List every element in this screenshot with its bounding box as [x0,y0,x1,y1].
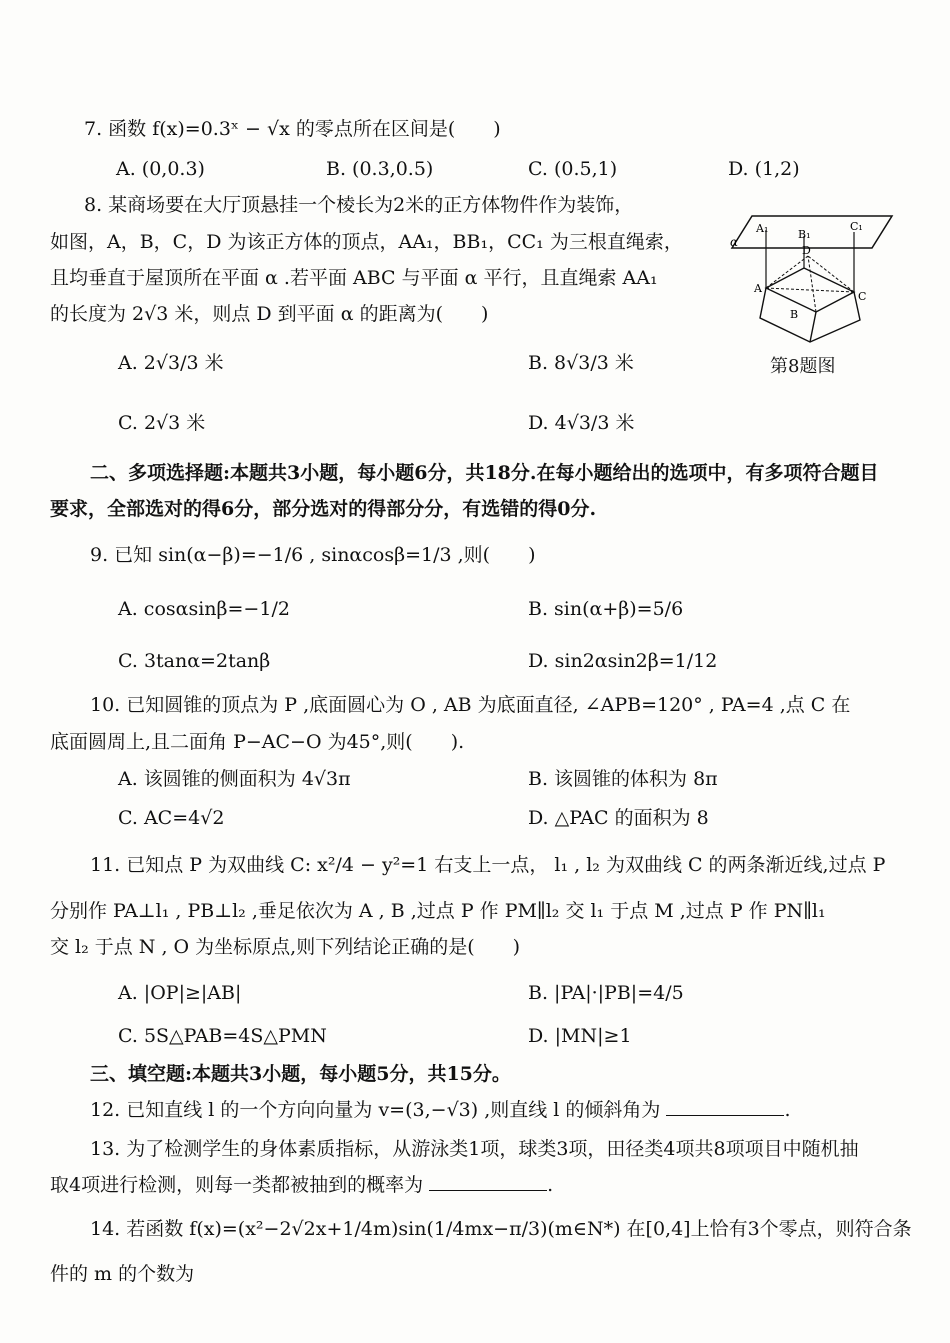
section2-line-1: 二、多项选择题:本题共3小题，每小题6分，共18分.在每小题给出的选项中，有多项符合题目 [90,462,879,484]
q12-text: 12. 已知直线 l 的一个方向向量为 v=(3,−√3) ,则直线 l 的倾斜角为 [90,1099,661,1121]
q7-option-a: A. (0,0.3) [116,158,205,180]
q12-line [90,1097,791,1123]
q8-option-c: C. 2√3 米 [118,412,206,434]
cube-edge-front [810,312,816,342]
q13-line-2 [50,1172,553,1198]
q11-option-c: C. 5S△PAB=4S△PMN [118,1025,327,1047]
q8-line-3: 且均垂直于屋顶所在平面 α .若平面 ABC 与平面 α 平行，且直绳索 AA₁ [50,267,658,289]
label-a1: A₁ [756,222,769,235]
q7-option-c: C. (0.5,1) [528,158,618,180]
q7-stem-text: 7. 函数 f(x)=0.3ˣ − √x 的零点所在区间是( ) [84,118,501,140]
q9-option-c: C. 3tanα=2tanβ [118,650,271,672]
section2-line-2: 要求，全部选对的得6分，部分选对的得部分分，有选错的得0分. [50,498,597,520]
q10-line-1: 10. 已知圆锥的顶点为 P ,底面圆心为 O , AB 为底面直径, ∠APB=120° , PA=4 ,点 C 在 [90,694,851,716]
q8-option-d: D. 4√3/3 米 [528,412,635,434]
q9-option-d: D. sin2αsin2β=1/12 [528,650,718,672]
q10-line-2: 底面圆周上,且二面角 P−AC−O 为45°,则( ). [50,731,465,753]
q7-stem [84,116,501,142]
q7-option-d: D. (1,2) [728,158,800,180]
q8-option-a: A. 2√3/3 米 [118,352,224,374]
cube-top-face [766,268,854,312]
label-b: B [790,308,799,321]
diag-ac [766,288,854,292]
label-b1: B₁ [798,228,811,241]
q11-option-a: A. |OP|≥|AB| [118,982,242,1004]
figure-caption: 第8题图 [770,356,836,377]
edge-ad [766,256,808,288]
q10-option-b: B. 该圆锥的体积为 8π [528,768,718,790]
q12-answer-blank[interactable] [666,1097,784,1116]
q13-answer-blank[interactable] [429,1172,547,1191]
q9-option-b: B. sin(α+β)=5/6 [528,598,684,620]
q7-option-b: B. (0.3,0.5) [326,158,434,180]
label-c1: C₁ [850,220,863,233]
q13-text: 取4项进行检测，则每一类都被抽到的概率为 [50,1174,424,1196]
label-alpha: α [730,235,739,249]
q10-option-a: A. 该圆锥的侧面积为 4√3π [118,768,351,790]
q11-option-b: B. |PA|·|PB|=4/5 [528,982,684,1004]
q14-line-1: 14. 若函数 f(x)=(x²−2√2x+1/4m)sin(1/4mx−π/3)(m∈N*) 在[0,4]上恰有3个零点，则符合条 [90,1218,912,1240]
q8-option-b: B. 8√3/3 米 [528,352,634,374]
q14-line-2: 件的 m 的个数为 [50,1263,195,1285]
cube-figure [722,208,894,348]
q11-line-1: 11. 已知点 P 为双曲线 C: x²/4 − y²=1 右支上一点， l₁ , l₂ 为双曲线 C 的两条渐近线,过点 P [90,854,886,876]
section3-heading: 三、填空题:本题共3小题，每小题5分，共15分。 [90,1063,511,1085]
q13-end: . [547,1174,554,1196]
label-c: C [858,290,867,303]
q10-option-d: D. △PAC 的面积为 8 [528,807,709,829]
q11-option-d: D. |MN|≥1 [528,1025,632,1047]
q11-line-2: 分别作 PA⊥l₁ , PB⊥l₂ ,垂足依次为 A , B ,过点 P 作 PM∥l₂ 交 l₁ 于点 M ,过点 P 作 PN∥l₁ [50,900,826,922]
q9-option-a: A. cosαsinβ=−1/2 [118,598,290,620]
q8-line-1: 8. 某商场要在大厅顶悬挂一个棱长为2米的正方体物件作为装饰， [84,194,634,216]
q13-line-1: 13. 为了检测学生的身体素质指标，从游泳类1项，球类3项，田径类4项共8项项目中随机抽 [90,1138,859,1160]
label-a: A [754,282,762,295]
q10-option-c: C. AC=4√2 [118,807,225,829]
q9-stem: 9. 已知 sin(α−β)=−1/6 , sinαcosβ=1/3 ,则( ) [90,544,536,566]
q11-line-3: 交 l₂ 于点 N , O 为坐标原点,则下列结论正确的是( ) [50,936,521,958]
q12-end: . [784,1099,791,1121]
edge-bd [808,256,816,312]
q8-line-2: 如图，A，B，C，D 为该正方体的顶点，AA₁，BB₁，CC₁ 为三根直绳索， [50,231,683,253]
q8-line-4: 的长度为 2√3 米，则点 D 到平面 α 的距离为( ) [50,303,489,325]
label-d: D [802,244,811,257]
